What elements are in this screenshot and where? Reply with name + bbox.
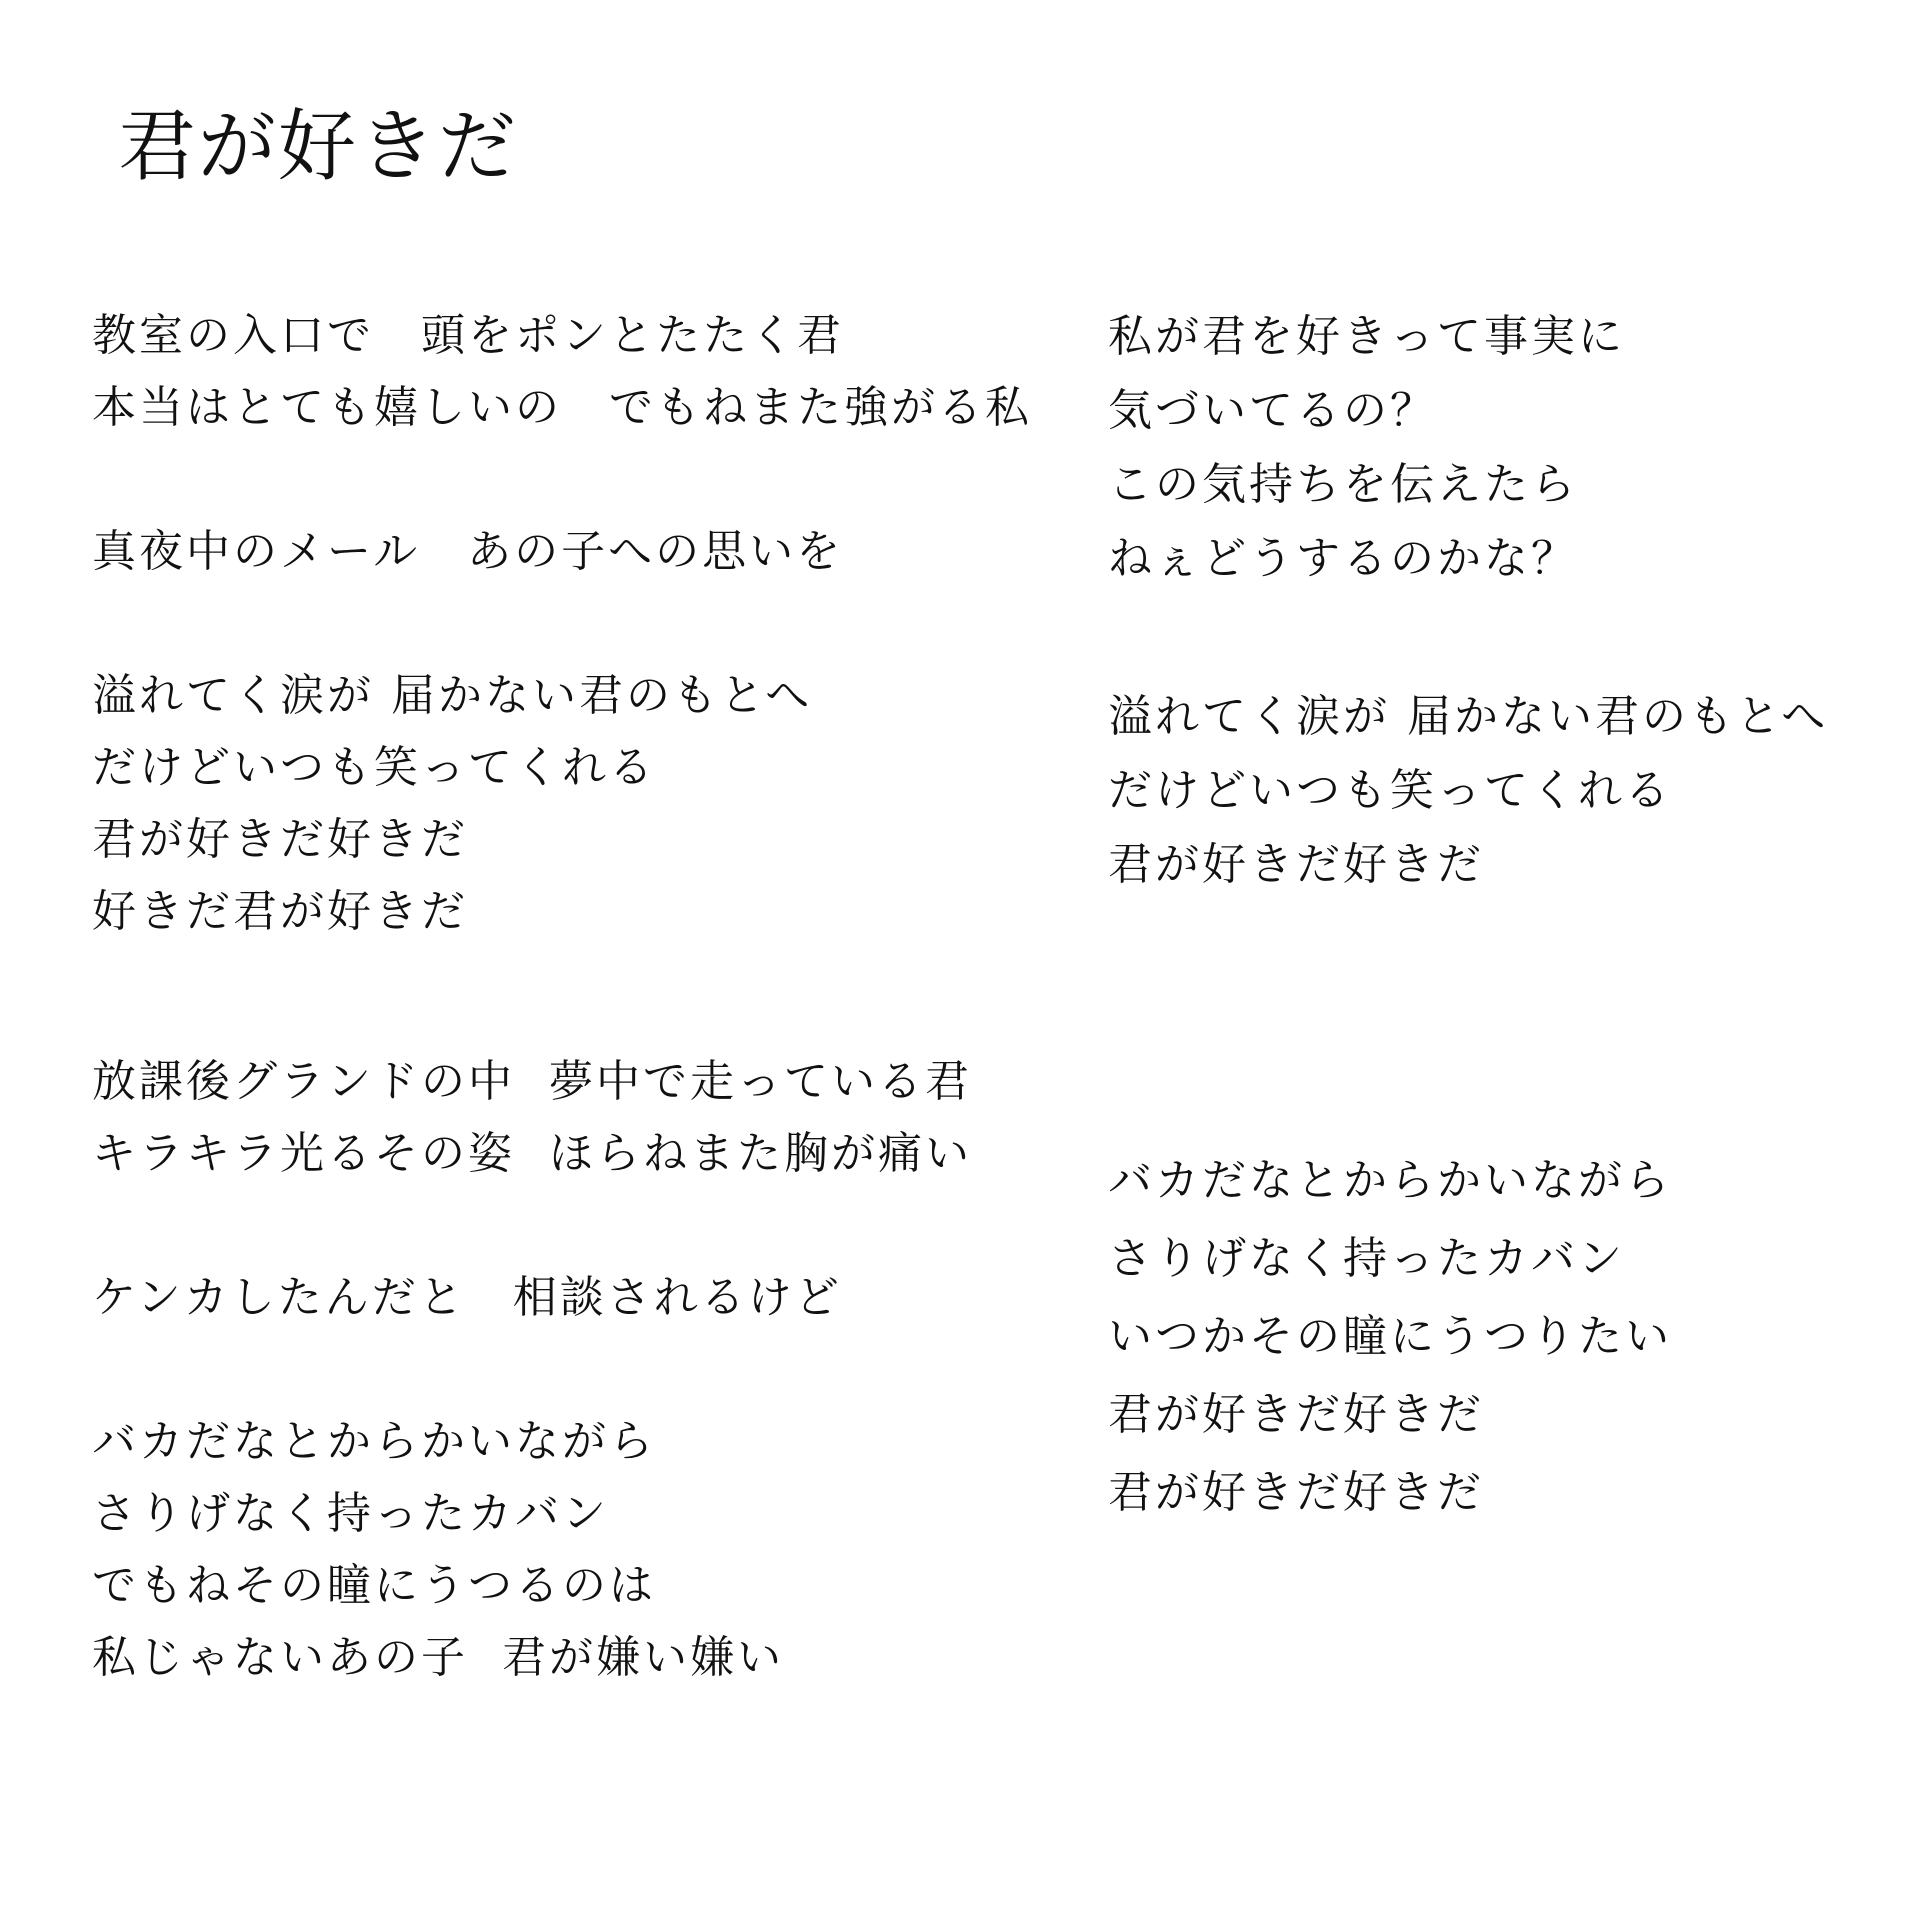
lyric-line: バカだなとからかいながら — [92, 1416, 656, 1467]
lyrics-stanza — [92, 1046, 1052, 1190]
lyric-line: ねぇどうするのかな？ — [1108, 533, 1578, 584]
lyric-line: ケンカしたんだと 相談されるけど — [92, 1272, 842, 1323]
lyric-line: バカだなとからかいながら — [1108, 1155, 1672, 1206]
lyric-line: キラキラ光るその姿 ほらねまた胸が痛い — [92, 1128, 972, 1179]
lyric-line: 真夜中のメール あの子への思いを — [92, 526, 844, 577]
lyric-line: この気持ちを伝えたら — [1108, 459, 1578, 510]
lyric-line: でもねその瞳にうつるのは — [92, 1560, 656, 1611]
lyric-line: 溢れてく涙が 届かない君のもとへ — [1108, 691, 1829, 742]
lyric-line: だけどいつも笑ってくれる — [92, 742, 656, 793]
lyric-line: だけどいつも笑ってくれる — [1108, 765, 1672, 816]
lyric-line: 君が好きだ好きだ — [1108, 1467, 1484, 1518]
lyric-line: 君が好きだ好きだ — [1108, 839, 1484, 890]
lyrics-stanza — [92, 300, 1052, 444]
left-lyrics-column — [92, 300, 1052, 1694]
lyric-line: 私じゃないあの子 君が嫌い嫌い — [92, 1632, 784, 1683]
right-lyrics-column — [1108, 300, 1908, 1532]
lyrics-stanza — [92, 1406, 1052, 1694]
lyric-line: 君が好きだ好きだ — [1108, 1389, 1484, 1440]
lyric-line: 教室の入口で 頭をポンとたたく君 — [92, 310, 844, 361]
lyric-line: いつかその瞳にうつりたい — [1108, 1311, 1672, 1362]
lyric-line: 本当はとても嬉しいの でもねまた強がる私 — [92, 382, 1032, 433]
lyric-line: さりげなく持ったカバン — [1108, 1233, 1625, 1284]
lyrics-stanza — [92, 1262, 1052, 1334]
lyric-line: 好きだ君が好きだ — [92, 886, 468, 937]
lyrics-stanza — [92, 516, 1052, 588]
lyric-line: 溢れてく涙が 届かない君のもとへ — [92, 670, 813, 721]
lyrics-stanza — [92, 660, 1052, 948]
page-title: 君が好きだ — [118, 102, 519, 192]
lyric-line: 気づいてるの？ — [1108, 385, 1437, 436]
lyric-line: 放課後グランドの中 夢中で走っている君 — [92, 1056, 972, 1107]
lyrics-stanza — [1108, 300, 1908, 596]
lyric-line: 君が好きだ好きだ — [92, 814, 468, 865]
lyric-line: 私が君を好きって事実に — [1108, 311, 1625, 362]
lyrics-stanza — [1108, 680, 1908, 902]
lyric-line: さりげなく持ったカバン — [92, 1488, 609, 1539]
lyrics-stanza — [1108, 1142, 1908, 1532]
